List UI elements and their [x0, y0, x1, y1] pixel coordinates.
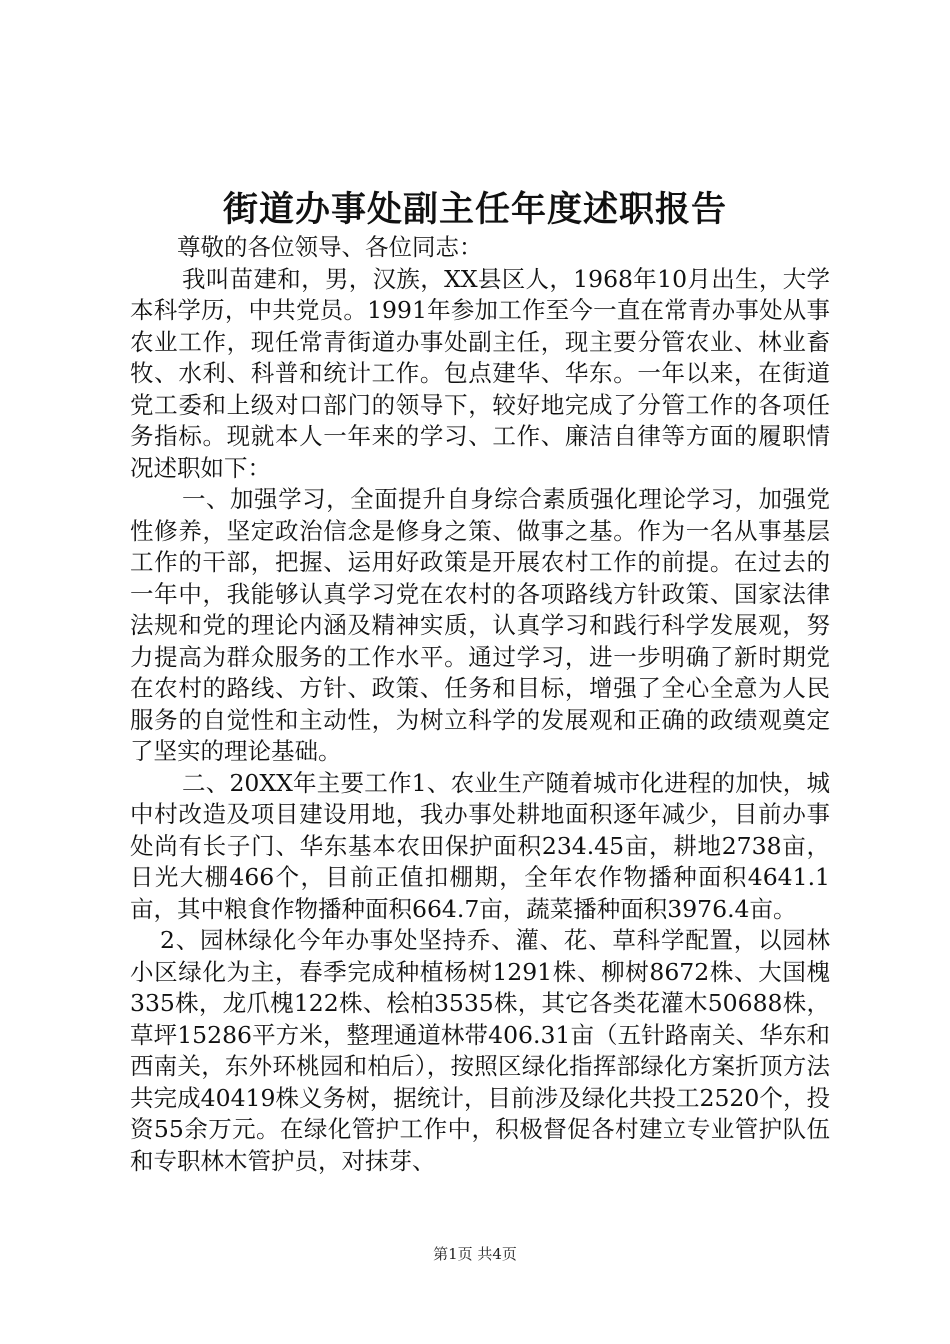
paragraph-study: 一、加强学习，全面提升自身综合素质强化理论学习，加强党性修养，坚定政治信念是修身之策、做事之基。作为一名从事基层工作的干部，把握、运用好政策是开展农村工作的前提。在过去的一年中，我能够认真学习党在农村的各项路线方针政策、国家法律法规和党的理论内涵及精神实质，认真学习和践行科学发展观，努力提高为群众服务的工作水平。通过学习，进一步明确了新时期党在农村的路线、方针、政策、任务和目标，增强了全心全意为人民服务的自觉性和主动性，为树立科学的发展观和正确的政绩观奠定了坚实的理论基础。	[130, 485, 830, 765]
greeting-line: 尊敬的各位领导、各位同志：	[177, 233, 483, 261]
document-title: 街道办事处副主任年度述职报告	[222, 189, 727, 230]
paragraph-greening: 2、园林绿化今年办事处坚持乔、灌、花、草科学配置，以园林小区绿化为主，春季完成种植杨树1291株、柳树8672株、大国槐335株，龙爪槐122株、桧柏3535株，其它各类花灌木50688株，草坪15286平方米，整理通道林带406.31亩（五针路南关、华东和西南关，东外环桃园和柏后），按照区绿化指挥部绿化方案折顶方法共完成40419株义务树，据统计，目前涉及绿化共投工2520个，投资55余万元。在绿化管护工作中，积极督促各村建立专业管护队伍和专职林木管护员，对抹芽、	[130, 926, 830, 1175]
paragraph-intro: 我叫苗建和，男，汉族，XX县区人，1968年10月出生，大学本科学历，中共党员。1991年参加工作至今一直在常青办事处从事农业工作，现任常青街道办事处副主任，现主要分管农业、林业畜牧、水利、科普和统计工作。包点建华、华东。一年以来，在街道党工委和上级对口部门的领导下，较好地完成了分管工作的各项任务指标。现就本人一年来的学习、工作、廉洁自律等方面的履职情况述职如下：	[130, 264, 830, 482]
page-footer: 第1页 共4页	[433, 1245, 517, 1263]
document-body	[130, 232, 830, 1177]
paragraph-agriculture: 二、20XX年主要工作1、农业生产随着城市化进程的加快，城中村改造及项目建设用地，我办事处耕地面积逐年减少，目前办事处尚有长子门、华东基本农田保护面积234.45亩，耕地2738亩，日光大棚466个，目前正值扣棚期，全年农作物播种面积4641.1亩，其中粮食作物播种面积664.7亩，蔬菜播种面积3976.4亩。	[130, 768, 830, 923]
